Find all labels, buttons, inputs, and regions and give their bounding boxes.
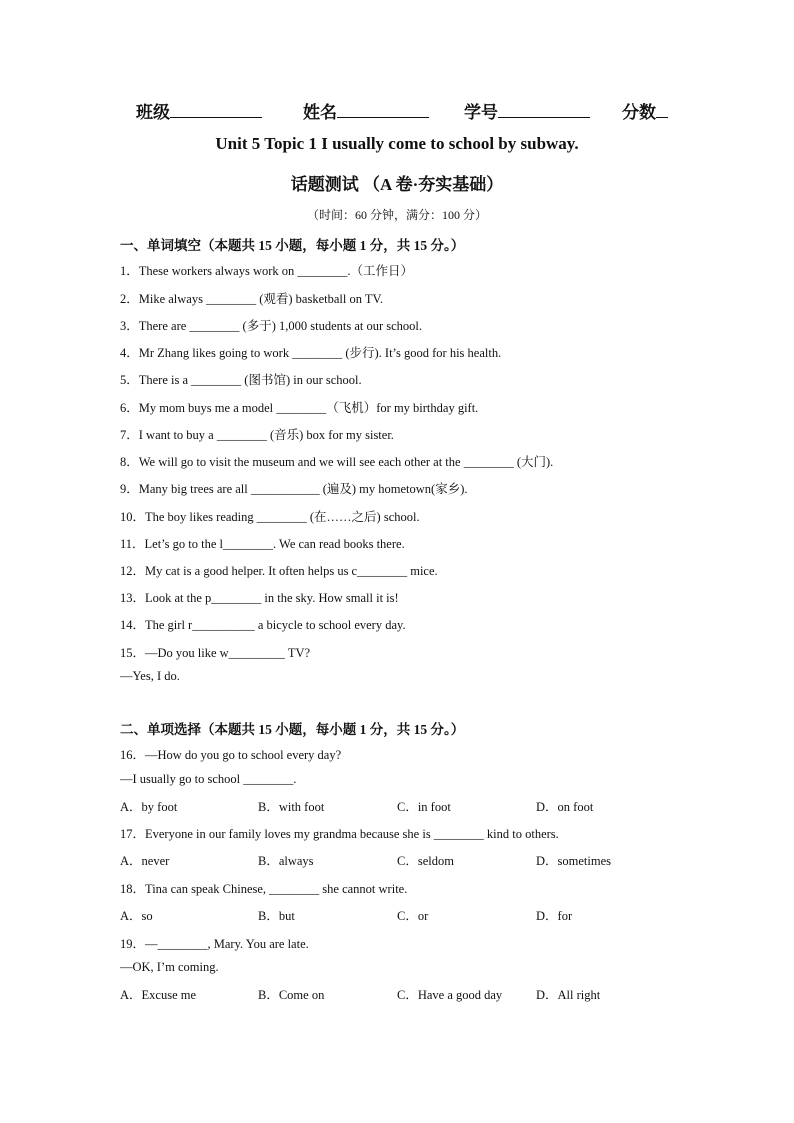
question-10: 10．The boy likes reading ________ (在……之后) school. <box>120 510 420 524</box>
question-14: 14．The girl r__________ a bicycle to school every day. <box>120 618 406 632</box>
score-blank[interactable] <box>656 101 668 118</box>
q17-option-b[interactable]: B．always <box>258 854 314 868</box>
question-16: 16．—How do you go to school every day? <box>120 748 342 762</box>
question-15-answer: —Yes, I do. <box>120 669 180 683</box>
q17-option-c[interactable]: C．seldom <box>397 854 454 868</box>
question-11: 11．Let’s go to the l________. We can read books there. <box>120 537 405 551</box>
q18-option-c[interactable]: C．or <box>397 909 429 923</box>
q18-option-b[interactable]: B．but <box>258 909 295 923</box>
question-5: 5．There is a ________ (图书馆) in our school. <box>120 373 362 387</box>
class-blank[interactable] <box>170 101 262 118</box>
title-chinese: 话题测试 （A 卷·夯实基础） <box>290 175 504 194</box>
q16-option-c[interactable]: C．in foot <box>397 800 451 814</box>
question-9: 9．Many big trees are all ___________ (遍及) my hometown(家乡). <box>120 482 468 496</box>
section1-heading: 一、单词填空（本题共 15 小题，每小题 1 分，共 15 分。） <box>120 238 465 253</box>
question-17: 17．Everyone in our family loves my grandma because she is ________ kind to others. <box>120 827 559 841</box>
id-blank[interactable] <box>498 101 590 118</box>
question-18: 18．Tina can speak Chinese, ________ she cannot write. <box>120 882 408 896</box>
q16-option-d[interactable]: D．on foot <box>536 800 594 814</box>
question-3: 3．There are ________ (多于) 1,000 students at our school. <box>120 319 423 333</box>
q19-option-b[interactable]: B．Come on <box>258 988 325 1002</box>
time-info: （时间：60 分钟，满分：100 分） <box>306 208 487 222</box>
q19-option-a[interactable]: A．Excuse me <box>120 988 197 1002</box>
q18-option-a[interactable]: A．so <box>120 909 153 923</box>
score-label: 分数 <box>622 103 656 122</box>
id-label: 学号 <box>464 103 498 122</box>
question-4: 4．Mr Zhang likes going to work ________ (步行). It’s good for his health. <box>120 346 502 360</box>
student-info-header <box>0 98 794 122</box>
question-19: 19．—________, Mary. You are late. <box>120 937 309 951</box>
question-1: 1．These workers always work on ________.（工作日） <box>120 264 414 278</box>
question-8: 8．We will go to visit the museum and we will see each other at the ________ (大门). <box>120 455 554 469</box>
name-field[interactable] <box>303 98 429 123</box>
q17-option-d[interactable]: D．sometimes <box>536 854 611 868</box>
question-6: 6．My mom buys me a model ________（飞机）for my birthday gift. <box>120 401 479 415</box>
id-field[interactable] <box>464 98 590 123</box>
question-2: 2．Mike always ________ (观看) basketball on TV. <box>120 292 384 306</box>
class-label: 班级 <box>136 103 170 122</box>
question-16-line2: —I usually go to school ________. <box>120 772 297 786</box>
name-blank[interactable] <box>337 101 429 118</box>
section2-heading: 二、单项选择（本题共 15 小题，每小题 1 分，共 15 分。） <box>120 722 465 737</box>
question-13: 13．Look at the p________ in the sky. How small it is! <box>120 591 399 605</box>
name-label: 姓名 <box>303 103 337 122</box>
q17-option-a[interactable]: A．never <box>120 854 170 868</box>
q16-option-b[interactable]: B．with foot <box>258 800 325 814</box>
question-7: 7．I want to buy a ________ (音乐) box for my sister. <box>120 428 394 442</box>
q18-option-d[interactable]: D．for <box>536 909 573 923</box>
score-field[interactable] <box>622 98 668 123</box>
question-15: 15．—Do you like w_________ TV? <box>120 646 311 660</box>
question-19-line2: —OK, I’m coming. <box>120 960 219 974</box>
title-english: Unit 5 Topic 1 I usually come to school by subway. <box>215 134 579 153</box>
q16-option-a[interactable]: A．by foot <box>120 800 178 814</box>
q19-option-c[interactable]: C．Have a good day <box>397 988 503 1002</box>
q19-option-d[interactable]: D．All right <box>536 988 601 1002</box>
question-12: 12．My cat is a good helper. It often helps us c________ mice. <box>120 564 438 578</box>
class-field[interactable] <box>136 98 262 123</box>
